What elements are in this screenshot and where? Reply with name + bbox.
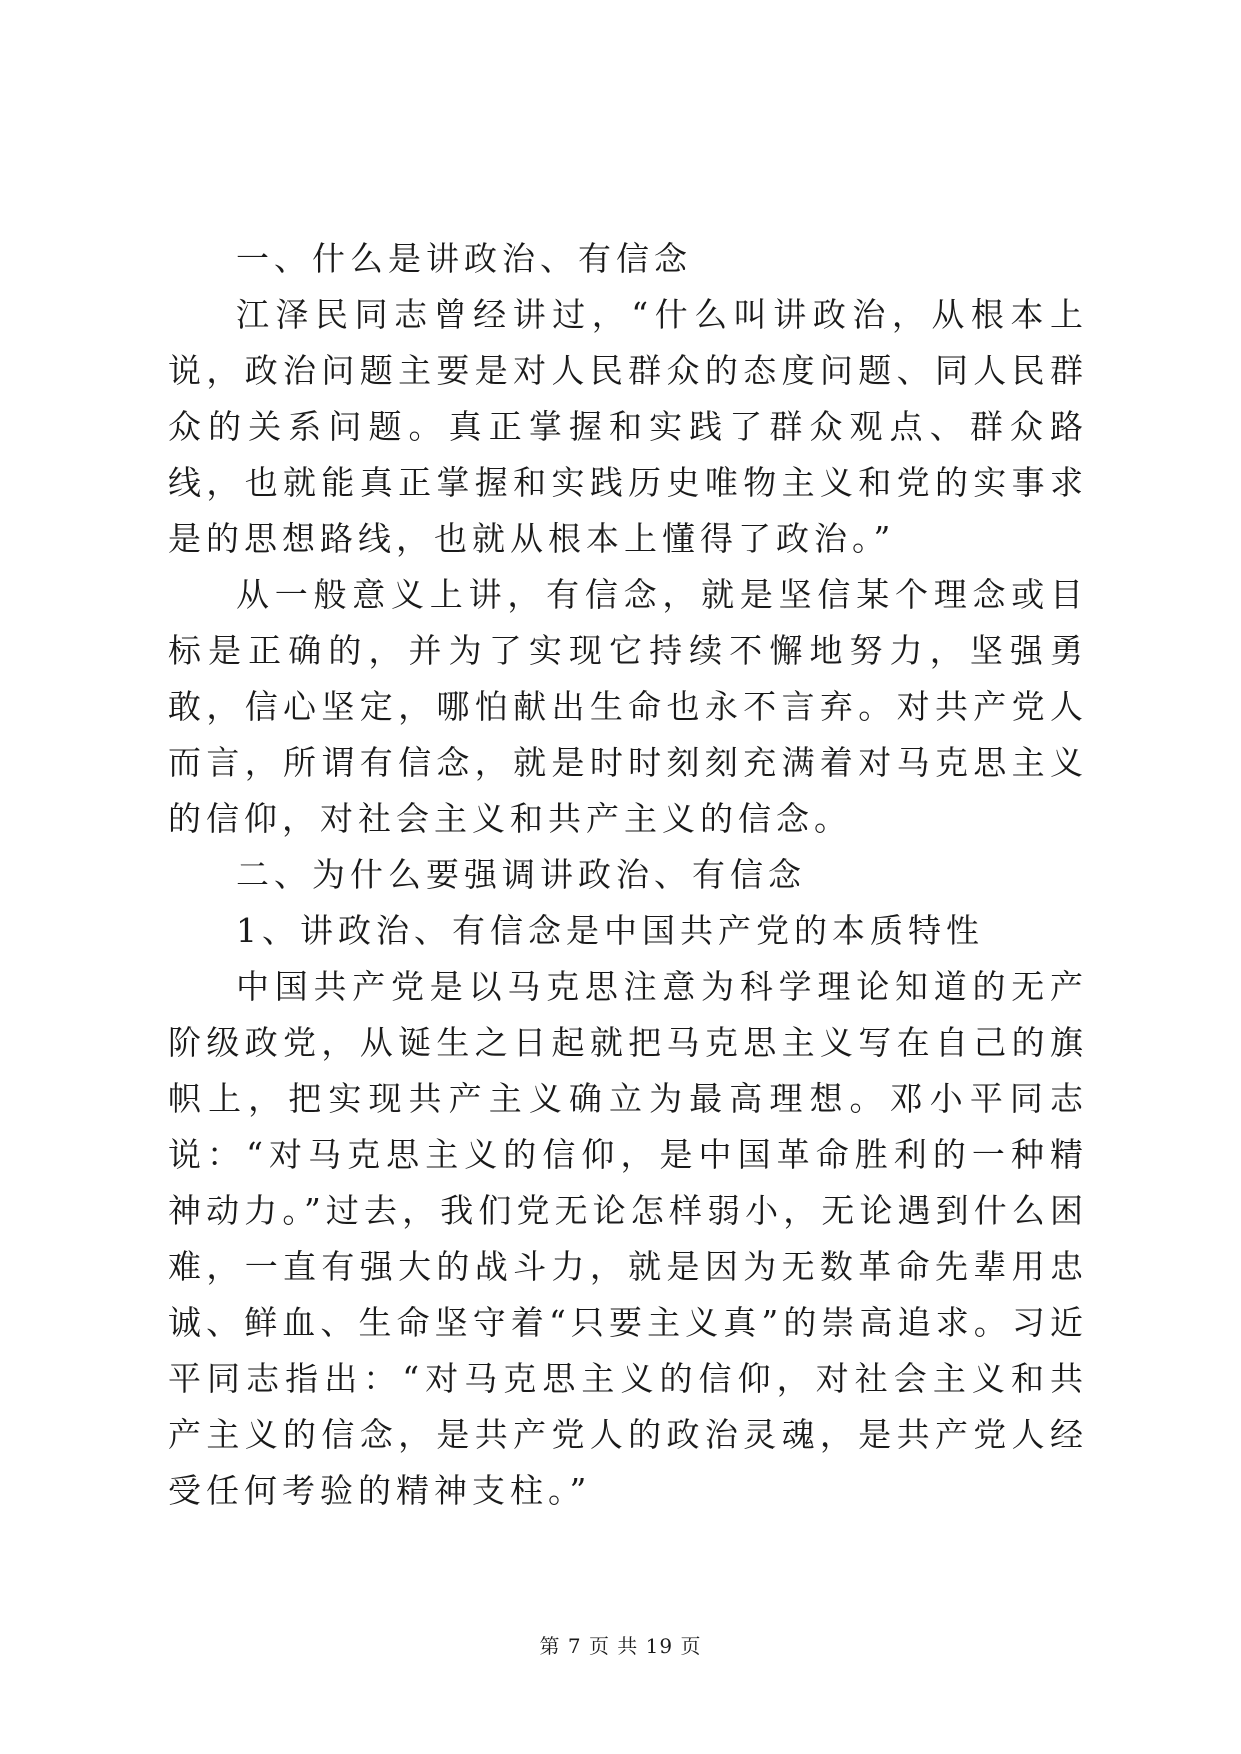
page-number-footer: 第 7 页 共 19 页	[539, 1634, 702, 1658]
section-heading-2: 二、为什么要强调讲政治、有信念	[236, 855, 806, 894]
subsection-heading-1: 1、讲政治、有信念是中国共产党的本质特性	[236, 911, 984, 950]
section-heading-1: 一、什么是讲政治、有信念	[236, 239, 692, 278]
paragraph-1: 江泽民同志曾经讲过，“什么叫讲政治，从根本上说，政治问题主要是对人民群众的态度问题、同人民群众的关系问题。真正掌握和实践了群众观点、群众路线，也就能真正掌握和实践历史唯物主义和党的实事求是的思想路线，也就从根本上懂得了政治。”	[168, 295, 1088, 558]
paragraph-2: 从一般意义上讲，有信念，就是坚信某个理念或目标是正确的，并为了实现它持续不懈地努力，坚强勇敢，信心坚定，哪怕献出生命也永不言弃。对共产党人而言，所谓有信念，就是时时刻刻充满着对马克思主义的信仰，对社会主义和共产主义的信念。	[168, 575, 1088, 838]
paragraph-3: 中国共产党是以马克思注意为科学理论知道的无产阶级政党，从诞生之日起就把马克思主义写在自己的旗帜上，把实现共产主义确立为最高理想。邓小平同志说：“对马克思主义的信仰，是中国革命胜利的一种精神动力。”过去，我们党无论怎样弱小，无论遇到什么困难，一直有强大的战斗力，就是因为无数革命先辈用忠诚、鲜血、生命坚守着“只要主义真”的崇高追求。习近平同志指出：“对马克思主义的信仰，对社会主义和共产主义的信念，是共产党人的政治灵魂，是共产党人经受任何考验的精神支柱。”	[168, 967, 1088, 1510]
document-body	[168, 231, 1088, 1519]
